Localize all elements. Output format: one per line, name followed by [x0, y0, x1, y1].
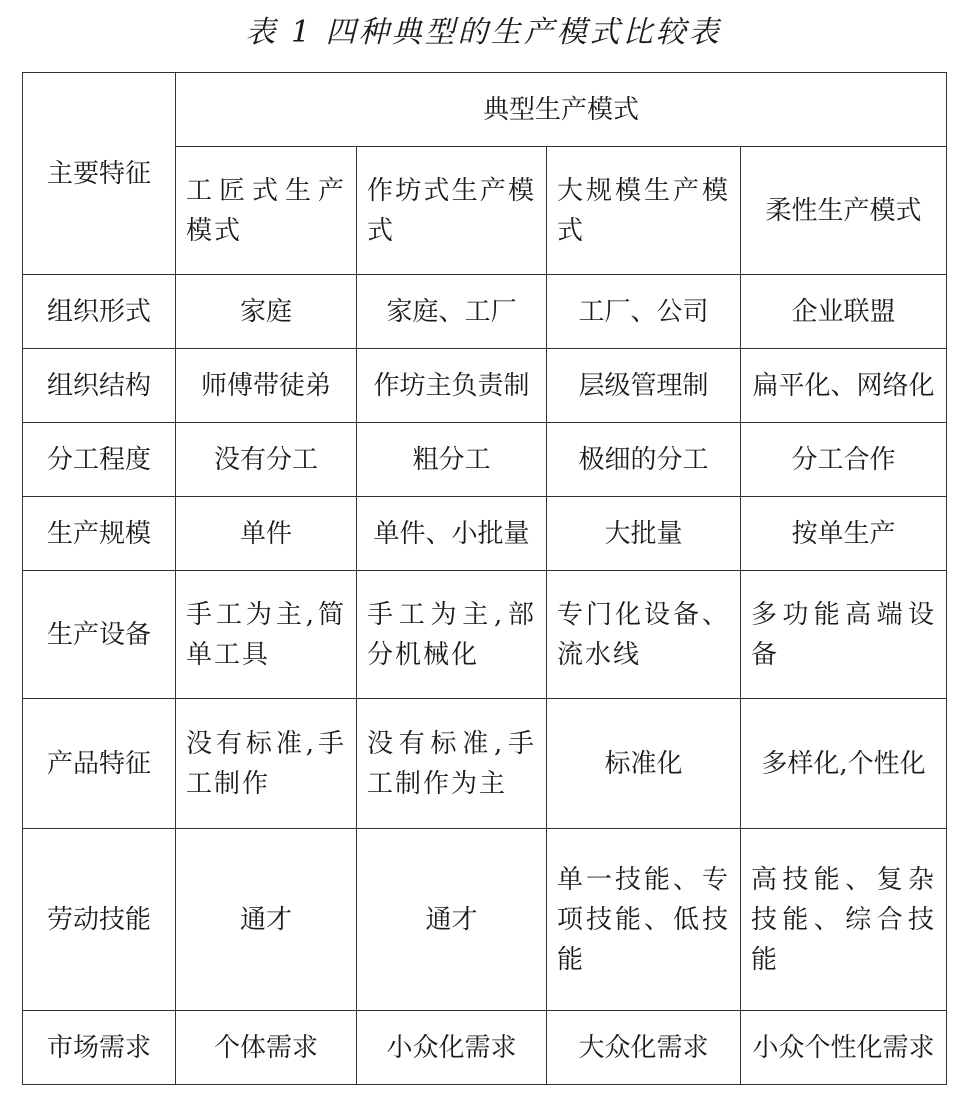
- header-mode-mass: 大规模生产模式: [547, 147, 741, 275]
- header-mode-group: 典型生产模式: [176, 73, 947, 147]
- table-cell: 极细的分工: [547, 423, 741, 497]
- table-cell: 分工合作: [741, 423, 947, 497]
- table-cell: 没有分工: [176, 423, 357, 497]
- table-row: [23, 497, 947, 571]
- table-row: [23, 275, 947, 349]
- header-mode-artisan: 工匠式生产模式: [176, 147, 357, 275]
- row-label: 劳动技能: [23, 829, 176, 1011]
- table-row: [23, 699, 947, 829]
- table-cell: 扁平化、网络化: [741, 349, 947, 423]
- header-main-feature: 主要特征: [23, 73, 176, 275]
- table-row: [23, 571, 947, 699]
- table-cell: 单件、小批量: [357, 497, 547, 571]
- row-label: 产品特征: [23, 699, 176, 829]
- table-row: [23, 423, 947, 497]
- table-cell: 大众化需求: [547, 1011, 741, 1085]
- table-cell: 大批量: [547, 497, 741, 571]
- table-cell: 小众化需求: [357, 1011, 547, 1085]
- table-cell: 按单生产: [741, 497, 947, 571]
- table-cell: 没有标准,手工制作为主: [357, 699, 547, 829]
- table-cell: 没有标准,手工制作: [176, 699, 357, 829]
- table-cell: 高技能、复杂技能、综合技能: [741, 829, 947, 1011]
- table-row: [23, 1011, 947, 1085]
- table-cell: 小众个性化需求: [741, 1011, 947, 1085]
- table-cell: 个体需求: [176, 1011, 357, 1085]
- table-cell: 多功能高端设备: [741, 571, 947, 699]
- comparison-table: [22, 72, 947, 1085]
- table-cell: 企业联盟: [741, 275, 947, 349]
- header-mode-flexible: 柔性生产模式: [741, 147, 947, 275]
- table-cell: 通才: [176, 829, 357, 1011]
- table-row: [23, 349, 947, 423]
- row-label: 生产规模: [23, 497, 176, 571]
- row-label: 组织结构: [23, 349, 176, 423]
- table-cell: 专门化设备、流水线: [547, 571, 741, 699]
- table-cell: 工厂、公司: [547, 275, 741, 349]
- table-cell: 作坊主负责制: [357, 349, 547, 423]
- table-title: 表 1 四种典型的生产模式比较表: [245, 15, 722, 50]
- table-cell: 多样化,个性化: [741, 699, 947, 829]
- row-label: 市场需求: [23, 1011, 176, 1085]
- row-label: 分工程度: [23, 423, 176, 497]
- row-label: 生产设备: [23, 571, 176, 699]
- header-mode-workshop: 作坊式生产模式: [357, 147, 547, 275]
- table-cell: 通才: [357, 829, 547, 1011]
- table-cell: 单一技能、专项技能、低技能: [547, 829, 741, 1011]
- table-cell: 师傅带徒弟: [176, 349, 357, 423]
- row-label: 组织形式: [23, 275, 176, 349]
- table-cell: 家庭、工厂: [357, 275, 547, 349]
- header-row-group: [23, 73, 947, 147]
- table-cell: 层级管理制: [547, 349, 741, 423]
- table-cell: 手工为主,部分机械化: [357, 571, 547, 699]
- table-cell: 标准化: [547, 699, 741, 829]
- table-cell: 手工为主,简单工具: [176, 571, 357, 699]
- table-row: [23, 829, 947, 1011]
- table-cell: 单件: [176, 497, 357, 571]
- table-cell: 家庭: [176, 275, 357, 349]
- table-cell: 粗分工: [357, 423, 547, 497]
